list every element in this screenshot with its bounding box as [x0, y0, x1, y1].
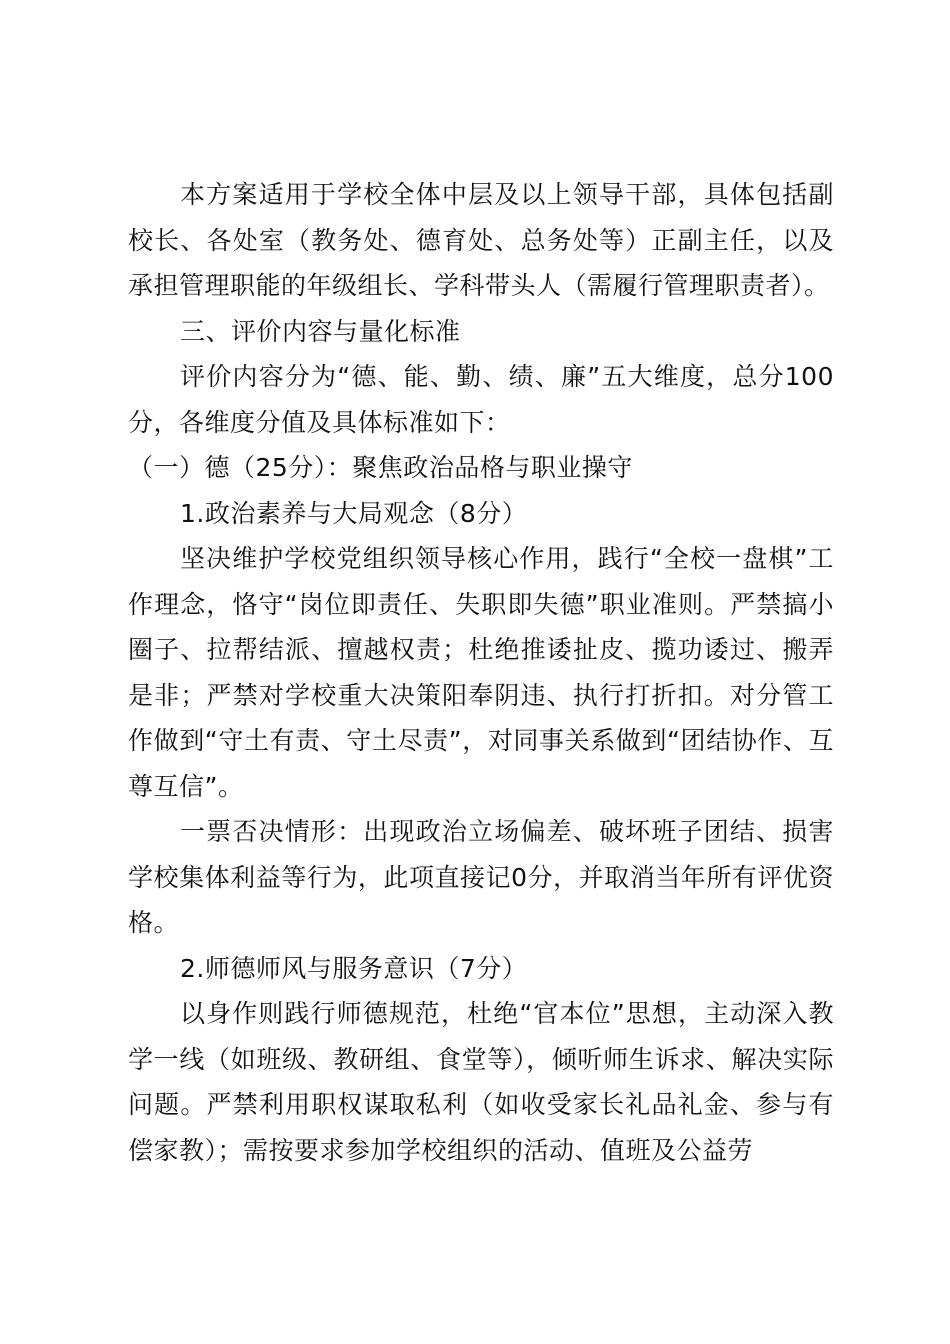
document-body: [128, 172, 834, 1173]
item-1-veto-paragraph: 一票否决情形：出现政治立场偏差、破坏班子团结、损害学校集体利益等行为，此项直接记0分，并取消当年所有评优资格。: [128, 817, 834, 937]
item-2-heading: 2.师德师风与服务意识（7分）: [180, 953, 528, 983]
item-1-heading: 1.政治素养与大局观念（8分）: [180, 498, 528, 528]
section-3-heading: 三、评价内容与量化标准: [180, 316, 461, 346]
item-1-body-paragraph: 坚决维护学校党组织领导核心作用，践行“全校一盘棋”工作理念，恪守“岗位即责任、失职即失德”职业准则。严禁搞小圈子、拉帮结派、擅越权责；杜绝推诿扯皮、揽功诿过、搬弄是非；严禁对学校重大决策阳奉阴违、执行打折扣。对分管工作做到“守土有责、守土尽责”，对同事关系做到“团结协作、互尊互信”。: [128, 544, 834, 801]
scope-paragraph: 本方案适用于学校全体中层及以上领导干部，具体包括副校长、各处室（教务处、德育处、总务处等）正副主任，以及承担管理职能的年级组长、学科带头人（需履行管理职责者）。: [128, 180, 834, 300]
item-2-body-paragraph: 以身作则践行师德规范，杜绝“官本位”思想，主动深入教学一线（如班级、教研组、食堂等），倾听师生诉求、解决实际问题。严禁利用职权谋取私利（如收受家长礼品礼金、参与有偿家教）；需按要求参加学校组织的活动、值班及公益劳: [128, 999, 834, 1165]
subsection-1-heading: （一）德（25分）：聚焦政治品格与职业操守: [128, 453, 633, 482]
section-3-intro-paragraph: 评价内容分为“德、能、勤、绩、廉”五大维度，总分100分，各维度分值及具体标准如下：: [128, 362, 834, 437]
